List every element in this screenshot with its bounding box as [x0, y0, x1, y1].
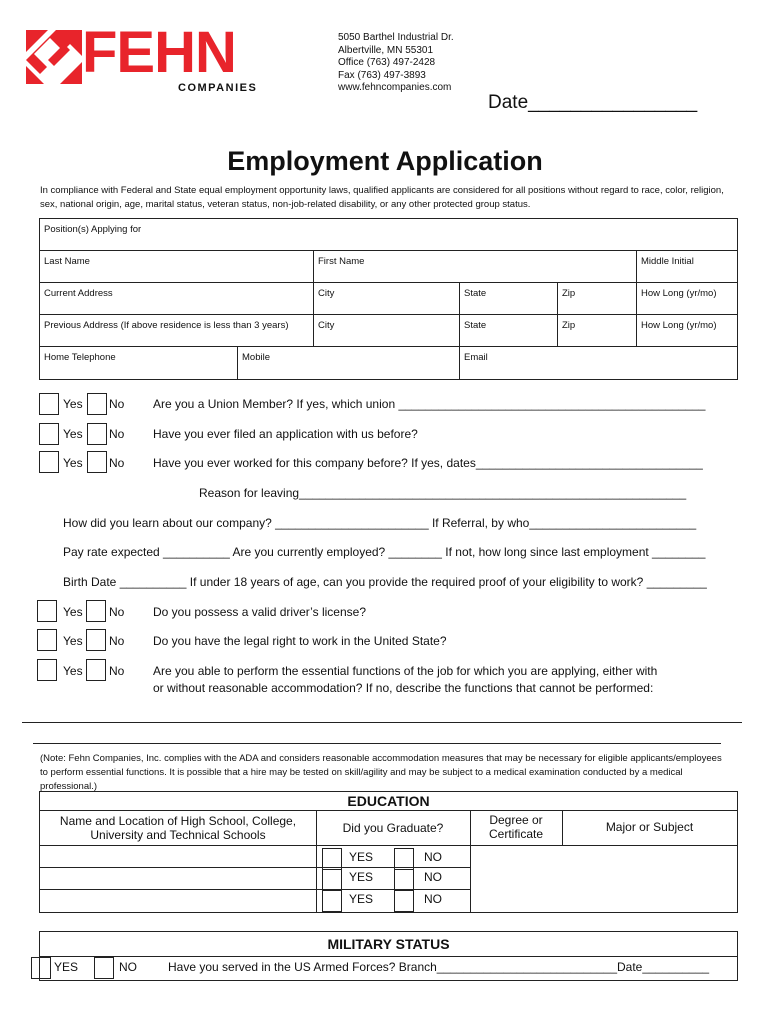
no-label: No — [109, 634, 125, 648]
how-long-label: How Long (yr/mo) — [641, 288, 717, 299]
filed-no-checkbox[interactable] — [87, 423, 107, 445]
middle-initial-field[interactable] — [637, 251, 737, 282]
license-question: Do you possess a valid driver’s license? — [153, 605, 366, 619]
eeo-statement: In compliance with Federal and State equal employment opportunity laws, qualified applicants are considered for all positions without regard to race, color, religion, sex, national origin, age, marital status, veteran status, non-job-related disability, or any other protected group status. — [40, 185, 724, 210]
previous-state-field[interactable] — [460, 315, 558, 346]
mobile-label: Mobile — [242, 352, 270, 363]
legal-question: Do you have the legal right to work in the United State? — [153, 634, 447, 648]
no-label: NO — [119, 960, 137, 974]
major-column-header: Major or Subject — [605, 820, 694, 834]
yes-label: Yes — [63, 605, 83, 619]
birth-date-question[interactable]: Birth Date __________ If under 18 years of age, can you provide the required proof of your eligibility to work? _________ — [63, 575, 707, 589]
contact-row — [39, 346, 738, 380]
worked-no-checkbox[interactable] — [87, 451, 107, 473]
yes-label: YES — [349, 870, 374, 884]
learn-about-question[interactable]: How did you learn about our company? _______________________ If Referral, by who_________________________ — [63, 516, 697, 530]
divider — [40, 845, 737, 846]
union-no-checkbox[interactable] — [87, 393, 107, 415]
graduate-no-checkbox[interactable] — [394, 869, 414, 891]
mobile-field[interactable] — [238, 347, 460, 379]
zip-field[interactable] — [558, 283, 637, 314]
divider — [40, 956, 737, 957]
no-label: No — [109, 664, 125, 678]
address-line: Albertville, MN 55301 — [338, 44, 434, 56]
home-telephone-field[interactable] — [40, 347, 238, 379]
no-label: No — [109, 605, 125, 619]
yes-label: Yes — [63, 664, 83, 678]
education-table — [39, 791, 738, 913]
positions-label: Position(s) Applying for — [44, 224, 142, 235]
previous-zip-field[interactable] — [558, 315, 637, 346]
city-label: City — [318, 320, 335, 331]
graduate-yes-checkbox[interactable] — [322, 869, 342, 891]
education-heading: EDUCATION — [347, 793, 430, 809]
date-field[interactable]: Date________________ — [488, 92, 698, 113]
page-title: Employment Application — [227, 146, 543, 176]
union-question: Are you a Union Member? If yes, which union ______________________________________________ — [153, 397, 706, 411]
degree-column-header: Degree or Certificate — [488, 813, 544, 841]
no-label: No — [109, 397, 125, 411]
last-name-label: Last Name — [44, 256, 90, 267]
no-label: NO — [424, 850, 442, 864]
union-yes-checkbox[interactable] — [39, 393, 59, 415]
fax-number: Fax (763) 497-3893 — [338, 69, 426, 81]
pay-rate-question[interactable]: Pay rate expected __________ Are you currently employed? ________ If not, how long since last employment ________ — [63, 545, 706, 559]
filed-question: Have you ever filed an application with us before? — [153, 427, 418, 441]
city-label: City — [318, 288, 335, 299]
email-label: Email — [464, 352, 488, 363]
military-question[interactable]: Have you served in the US Armed Forces? Branch___________________________Date__________ — [168, 960, 710, 974]
previous-address-field[interactable] — [40, 315, 314, 346]
previous-address-label: Previous Address (If above residence is less than 3 years) — [44, 320, 289, 331]
positions-field[interactable] — [40, 219, 737, 250]
website: www.fehncompanies.com — [338, 82, 452, 93]
legal-no-checkbox[interactable] — [86, 629, 106, 651]
state-label: State — [464, 288, 487, 299]
previous-how-long-field[interactable] — [637, 315, 737, 346]
military-no-checkbox[interactable] — [94, 957, 114, 979]
how-long-field[interactable] — [637, 283, 737, 314]
fehn-logo-mark-icon — [26, 30, 82, 84]
state-field[interactable] — [460, 283, 558, 314]
logo-subtitle: COMPANIES — [178, 82, 258, 94]
office-phone: Office (763) 497-2428 — [338, 57, 436, 68]
divider — [470, 845, 471, 912]
military-heading: MILITARY STATUS — [327, 936, 450, 952]
graduate-column-header: Did you Graduate? — [342, 821, 444, 835]
military-yes-checkbox[interactable] — [31, 957, 51, 979]
company-address — [338, 32, 454, 95]
last-name-field[interactable] — [40, 251, 314, 282]
no-label: NO — [424, 892, 442, 906]
no-label: No — [109, 427, 125, 441]
address-line: 5050 Barthel Industrial Dr. — [338, 32, 454, 43]
divider — [40, 810, 737, 811]
ada-note: (Note: Fehn Companies, Inc. complies with the ADA and considers reasonable accommodation measures that may be necessary for eligible applicants/employees to perform essential functions. It is possible that a hire may be tested on skill/agility and may be subject to a medical examination conducted by a medical professional.) — [40, 753, 722, 792]
worked-question: Have you ever worked for this company before? If yes, dates__________________________________ — [153, 456, 703, 470]
current-address-label: Current Address — [44, 288, 113, 299]
answer-line[interactable] — [33, 743, 721, 744]
worked-yes-checkbox[interactable] — [39, 451, 59, 473]
yes-label: YES — [54, 960, 79, 974]
logo-wordmark: FEHN — [82, 20, 236, 85]
company-logo — [26, 20, 258, 96]
home-telephone-label: Home Telephone — [44, 352, 116, 363]
license-no-checkbox[interactable] — [86, 600, 106, 622]
yes-label: YES — [349, 850, 374, 864]
yes-label: Yes — [63, 634, 83, 648]
current-address-field[interactable] — [40, 283, 314, 314]
state-label: State — [464, 320, 487, 331]
graduate-no-checkbox[interactable] — [394, 848, 414, 870]
yes-label: Yes — [63, 427, 83, 441]
essential-no-checkbox[interactable] — [86, 659, 106, 681]
graduate-no-checkbox[interactable] — [394, 890, 414, 912]
answer-line[interactable] — [22, 722, 742, 723]
city-field[interactable] — [314, 283, 460, 314]
previous-city-field[interactable] — [314, 315, 460, 346]
license-yes-checkbox[interactable] — [37, 600, 57, 622]
reason-for-leaving[interactable]: Reason for leaving__________________________________________________________ — [199, 486, 687, 500]
yes-label: Yes — [63, 397, 83, 411]
graduate-yes-checkbox[interactable] — [322, 848, 342, 870]
middle-initial-label: Middle Initial — [641, 256, 694, 267]
yes-label: YES — [349, 892, 374, 906]
name-row — [39, 250, 738, 283]
zip-label: Zip — [562, 288, 576, 299]
graduate-yes-checkbox[interactable] — [322, 890, 342, 912]
email-field[interactable] — [460, 347, 737, 379]
filed-yes-checkbox[interactable] — [39, 423, 59, 445]
yes-label: Yes — [63, 456, 83, 470]
previous-address-row — [39, 314, 738, 347]
how-long-label: How Long (yr/mo) — [641, 320, 717, 331]
current-address-row — [39, 282, 738, 315]
no-label: NO — [424, 870, 442, 884]
school-column-header: Name and Location of High School, College, University and Technical Schools — [59, 814, 297, 842]
essential-yes-checkbox[interactable] — [37, 659, 57, 681]
essential-question-line2: or without reasonable accommodation? If no, describe the functions that cannot be performed: — [153, 681, 654, 695]
first-name-field[interactable] — [314, 251, 637, 282]
no-label: No — [109, 456, 125, 470]
positions-row — [39, 218, 738, 251]
legal-yes-checkbox[interactable] — [37, 629, 57, 651]
zip-label: Zip — [562, 320, 576, 331]
essential-question-line1: Are you able to perform the essential functions of the job for which you are applying, either with — [153, 664, 658, 678]
first-name-label: First Name — [318, 256, 365, 267]
